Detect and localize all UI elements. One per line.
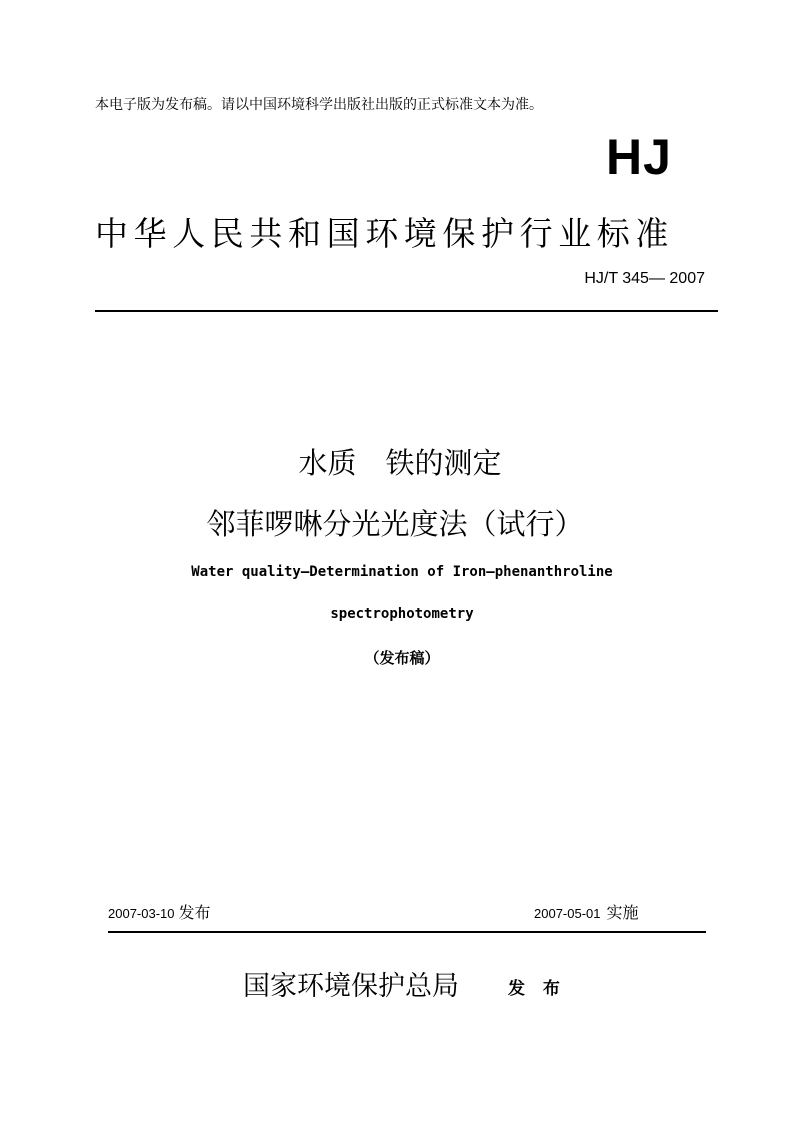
- title-english-line1: Water quality—Determination of Iron—phenanthroline: [191, 564, 613, 580]
- publication-notice: 本电子版为发布稿。请以中国环境科学出版社出版的正式标准文本为准。: [95, 97, 543, 113]
- issuing-authority: 国家环境保护总局: [243, 971, 459, 1002]
- implementation-label: 实施: [606, 903, 639, 922]
- footer-divider: [108, 931, 706, 933]
- issuing-label: 发 布: [508, 979, 566, 999]
- draft-label: （发布稿）: [364, 649, 440, 667]
- title-chinese-line2: 邻菲啰啉分光光度法（试行）: [206, 507, 584, 541]
- standard-category: 中华人民共和国环境保护行业标准: [95, 214, 674, 253]
- implementation-date-block: [534, 900, 639, 923]
- issue-date-block: [108, 900, 211, 923]
- issue-date: 2007-03-10: [108, 906, 175, 921]
- standard-number: HJ/T 345— 2007: [584, 270, 705, 287]
- implementation-date: 2007-05-01: [534, 906, 601, 921]
- hj-logo: HJ: [606, 129, 672, 185]
- title-english-line2: spectrophotometry: [330, 606, 474, 622]
- issue-label: 发布: [178, 903, 211, 922]
- header-divider: [95, 310, 718, 312]
- title-chinese-line1: 水质 铁的测定: [298, 446, 502, 480]
